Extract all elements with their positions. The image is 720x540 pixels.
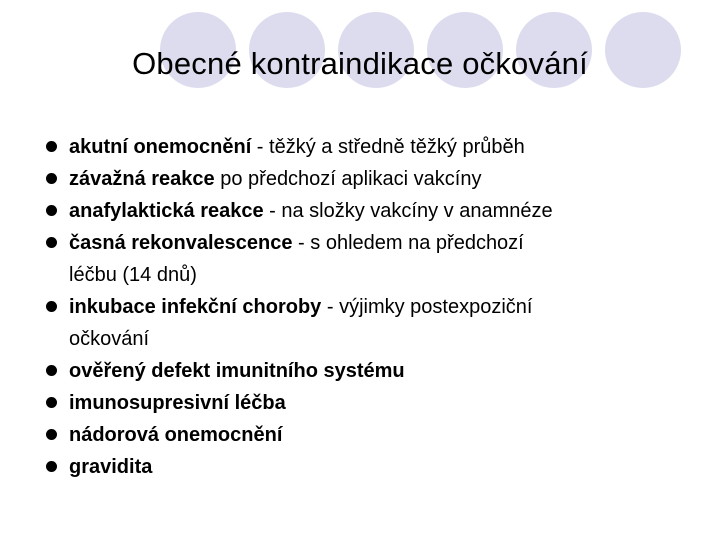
item-bold-text: anafylaktická reakce — [69, 200, 264, 222]
item-bold-text: ověřený defekt imunitního systému — [69, 360, 405, 382]
list-item — [46, 163, 706, 195]
item-bold-text: závažná reakce — [69, 168, 215, 190]
bullet-icon — [46, 397, 57, 408]
item-bold-text: časná rekonvalescence — [69, 232, 293, 254]
bullet-icon — [46, 429, 57, 440]
item-text: - výjimky postexpoziční — [321, 296, 533, 318]
list-item — [46, 355, 706, 387]
item-continuation: očkování — [69, 328, 150, 350]
list-item — [46, 451, 706, 483]
list-item — [46, 131, 706, 163]
item-continuation: léčbu (14 dnů) — [69, 264, 197, 286]
bullet-icon — [46, 141, 57, 152]
contraindication-list — [46, 131, 706, 483]
item-text: - těžký a středně těžký průběh — [251, 136, 525, 158]
item-bold-text: nádorová onemocnění — [69, 424, 283, 446]
list-item — [46, 419, 706, 451]
item-text: po předchozí aplikaci vakcíny — [214, 168, 482, 190]
bullet-icon — [46, 173, 57, 184]
item-text: - na složky vakcíny v anamnéze — [263, 200, 553, 222]
list-item — [46, 195, 706, 227]
bullet-icon — [46, 205, 57, 216]
slide-title: Obecné kontraindikace očkování — [132, 46, 588, 81]
bullet-icon — [46, 237, 57, 248]
bullet-icon — [46, 365, 57, 376]
item-bold-text: akutní onemocnění — [69, 136, 252, 158]
bullet-icon — [46, 461, 57, 472]
list-item — [46, 291, 706, 355]
bullet-icon — [46, 301, 57, 312]
list-item — [46, 387, 706, 419]
item-bold-text: imunosupresivní léčba — [69, 392, 286, 414]
item-bold-text: inkubace infekční choroby — [69, 296, 322, 318]
item-text: - s ohledem na předchozí — [292, 232, 524, 254]
list-item — [46, 227, 706, 291]
item-bold-text: gravidita — [69, 456, 153, 478]
